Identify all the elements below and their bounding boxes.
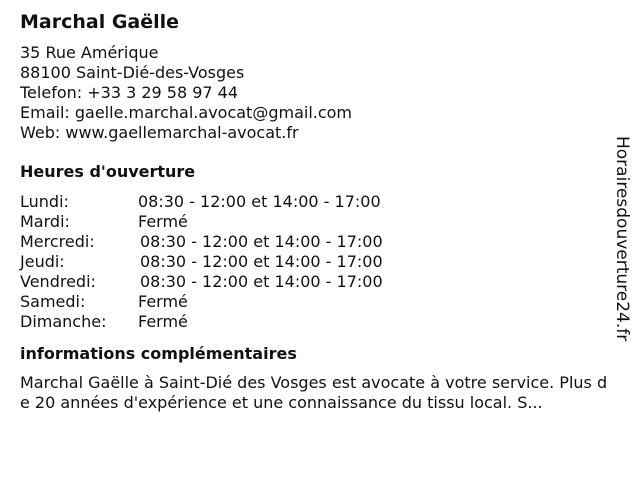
business-card [20,10,610,413]
additional-info-heading: informations complémentaires [20,344,297,363]
hours-row-sunday [20,312,610,332]
day-label: Lundi: [20,192,69,211]
additional-info-text: Marchal Gaëlle à Saint-Dié des Vosges est avocate à votre service. Plus de 20 années d'expérience et une connaissance du tissu local. S... [20,373,608,412]
business-name: Marchal Gaëlle [20,11,180,33]
opening-hours-heading: Heures d'ouverture [20,162,196,181]
city-address: 88100 Saint-Dié-des-Vosges [20,63,245,82]
day-label: Jeudi: [20,252,65,271]
day-hours: Fermé [138,312,188,331]
contact-block [20,43,610,143]
web-line[interactable]: Web: www.gaellemarchal-avocat.fr [20,123,299,142]
day-hours: Fermé [138,292,188,311]
day-hours: Fermé [138,212,188,231]
day-hours: 08:30 - 12:00 et 14:00 - 17:00 [140,272,383,291]
phone-line[interactable]: Telefon: +33 3 29 58 97 44 [20,83,239,102]
hours-row-monday [20,192,610,212]
hours-row-tuesday [20,212,610,232]
email-line[interactable]: Email: gaelle.marchal.avocat@gmail.com [20,103,353,122]
opening-hours-list [20,192,610,332]
day-hours: 08:30 - 12:00 et 14:00 - 17:00 [140,232,383,251]
site-watermark: Horairesdouverture24.fr [612,136,632,342]
street-address: 35 Rue Amérique [20,43,159,62]
day-hours: 08:30 - 12:00 et 14:00 - 17:00 [138,192,381,211]
day-label: Vendredi: [20,272,96,291]
hours-row-saturday [20,292,610,312]
day-label: Mardi: [20,212,70,231]
hours-row-wednesday [20,232,610,252]
day-hours: 08:30 - 12:00 et 14:00 - 17:00 [140,252,383,271]
hours-row-thursday [20,252,610,272]
day-label: Samedi: [20,292,86,311]
day-label: Mercredi: [20,232,95,251]
hours-row-friday [20,272,610,292]
day-label: Dimanche: [20,312,107,331]
